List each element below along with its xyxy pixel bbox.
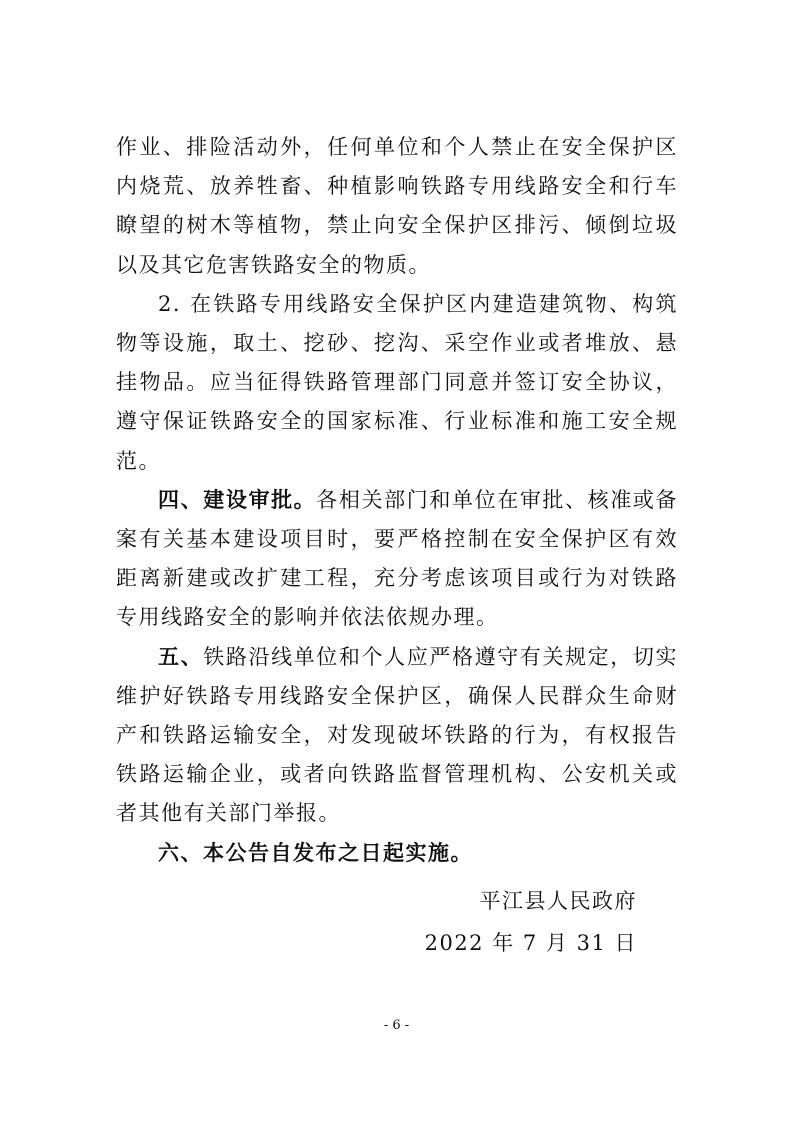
section-heading: 六、本公告自发布之日起实施。 bbox=[158, 840, 473, 865]
paragraph-continuation bbox=[116, 128, 678, 285]
section-heading: 五、 bbox=[158, 644, 204, 669]
paragraph-text: 作业、排险活动外，任何单位和个人禁止在安全保护区内烧荒、放养牲畜、种植影响铁路专用线路安全和行车瞭望的树木等植物，禁止向安全保护区排污、倾倒垃圾以及其它危害铁路安全的物质。 bbox=[116, 135, 678, 277]
section-heading: 四、建设审批。 bbox=[158, 487, 317, 512]
paragraph-section-5 bbox=[116, 638, 678, 834]
document-body bbox=[116, 128, 678, 873]
paragraph-section-6 bbox=[116, 834, 678, 873]
paragraph-text: 2. 在铁路专用线路安全保护区内建造建筑物、构筑物等设施，取土、挖砂、挖沟、采空作业或者堆放、悬挂物品。应当征得铁路管理部门同意并签订安全协议，遵守保证铁路安全的国家标准、行业标准和施工安全规范。 bbox=[116, 291, 678, 473]
paragraph-item-2 bbox=[116, 285, 678, 481]
signature-block bbox=[425, 880, 637, 964]
paragraph-text: 铁路沿线单位和个人应严格遵守有关规定，切实维护好铁路专用线路安全保护区，确保人民群众生命财产和铁路运输安全，对发现破坏铁路的行为，有权报告铁路运输企业，或者向铁路监督管理机构、公安机关或者其他有关部门举报。 bbox=[116, 644, 679, 826]
paragraph-text: 各相关部门和单位在审批、核准或备案有关基本建设项目时，要严格控制在安全保护区有效距离新建或改扩建工程，充分考虑该项目或行为对铁路专用线路安全的影响并依法依规办理。 bbox=[116, 487, 678, 630]
issue-date: 2022 年 7 月 31 日 bbox=[424, 931, 637, 955]
paragraph-section-4 bbox=[116, 481, 678, 638]
issuer-name: 平江县人民政府 bbox=[479, 889, 637, 913]
page-number: - 6 - bbox=[383, 1018, 410, 1033]
